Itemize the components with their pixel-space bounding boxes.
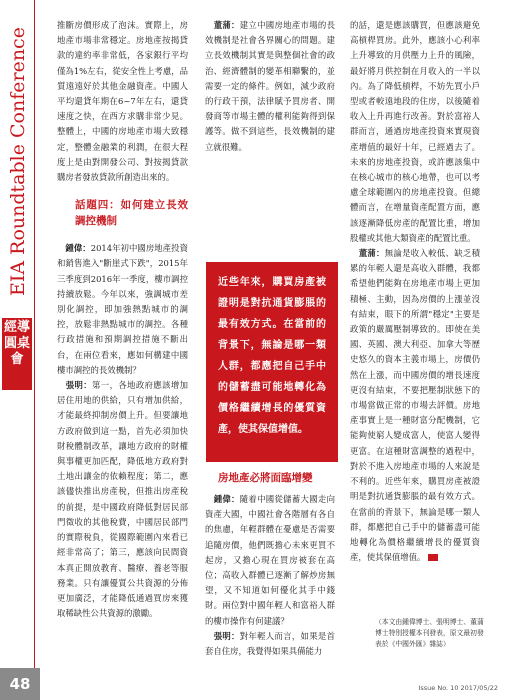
speaker-name: 鍾偉： [213, 494, 240, 504]
conference-title-text: EIA Roundtable Conference [7, 27, 29, 296]
divider-line [34, 0, 35, 700]
sidebar [0, 0, 34, 700]
paragraph [205, 18, 335, 155]
issue-info: Issue No. 10 2017/05/22 [418, 684, 498, 692]
paragraph-text: 建立中國房地產市場的長效機制是社會各界關心的問題。建立長效機制其實是與整個社會的政治、經濟體制的變革相聯繫的，並需要一定的條件。例如，減少政府的行政干預，法律賦予買房者、開發商等市場主體的權利能夠得到保護等。做不到這些，長效機制的建立就很難。 [205, 20, 335, 152]
paragraph [57, 378, 188, 621]
source-note: （本文由鍾偉博士、張明博士、董蒲博士特別授權本刊發表，原文最初發表於《中國外匯》雜誌） [375, 618, 484, 648]
section-heading-2: 房地產必將面臨增變 [218, 472, 313, 484]
paragraph: 的話，還是應該購買，但應該避免高槓桿買房。此外，應該小心利率上升導致的月供壓力上升的風險，最好將月供控制在月收入的一半以內。為了降低槓桿，不妨先買小戶型或者較遠地段的住房，以後隨着收入上升再進行改善。對於富裕人群而言，通過房地產投資來實現資產增值的最好十年，已經過去了。未來的房地產投資，或許應該集中在核心城市的核心地帶，也可以考慮全球範圍內的房地產投資。但總體而言，在增量資產配置方面，應該逐漸降低房產的配置比重，增加股權或其他大類資產的配置比重。 [350, 20, 480, 243]
pull-quote: 近些年來，購買房產被證明是對抗通貨膨脹的最有效方式。在當前的背景下，無論是哪一類人群，都應把自己手中的儲蓄盡可能地轉化為價格繼續增長的優質資產，使其保值增值。 [206, 262, 338, 462]
paragraph-text: 隨着中國從儲蓄大國走向資產大國，中國社會各階層有各自的焦慮，年輕群體在憂慮是否需要追隨房價，他們既擔心未來更買不起房，又擔心現在買房被套在高位；高收入群體已逐漸了解炒房無望，又不知道如何優化其手中錢財。兩位對中國年輕人和富裕人群的樓市操作有何建議？ [205, 494, 335, 626]
speaker-name: 董蒲： [358, 248, 385, 259]
paragraph [205, 492, 335, 629]
paragraph-text: 對年輕人而言，如果是首套自住房，我覺得如果具備能力 [205, 630, 335, 657]
column-2-lower [205, 492, 335, 659]
conference-title-vertical [2, 0, 32, 300]
column-1 [57, 18, 188, 621]
paragraph-text: 無論是收入較低、缺乏積累的年輕人還是高收入群體，我都希望他們能夠在房地產市場上更加積極、主動，因為房價的上漲並沒有結束，眼下的所謂"穩定"主要是政策的嚴厲壓制導致的。即使在美國、英國、澳大利亞、加拿大等歷史悠久的資本主義市場上，房價仍然在上漲，而中國房價的增長速度更沒有結束，不要把壓制狀態下的市場當做正常的市場去評價。房地產事實上是一種財富分配機制，它能夠使窮人變成富人，使富人變得更富。在這種財富調整的過程中，對於不進入房地產市場的人來說是不利的。近些年來，購買房產被證明是對抗通貨膨脹的最有效方式。在當前的背景下，無論是哪一類人群，都應把自己手中的儲蓄盡可能地轉化為價格繼續增長的優質資產，使其保值增值。 [350, 248, 480, 563]
section-label: 經導圓桌會 [2, 318, 32, 390]
column-3 [350, 18, 480, 565]
paragraph [350, 246, 480, 565]
end-mark-icon [428, 554, 438, 561]
speaker-name: 張明： [213, 630, 240, 641]
page-number: 48 [0, 668, 40, 700]
speaker-name: 鍾偉： [65, 243, 91, 254]
column-2 [205, 18, 335, 155]
paragraph: 推斷房價形成了泡沫。實際上，房地產市場非常穩定。房地產按揭貸款的違約率非常低，各家銀行平均僅為1%左右，從安全性上考慮，品質遠遠好於其他金融資產。中國人平均還貸年期在6~7年左右，還貸速度之快，在西方求購非常少見。整體上，中國的房地產市場大致穩定，整體金融業的利潤，在很大程度上是由對開發公司、對按揭貸款購房者發放貸款所創造出來的。 [57, 20, 188, 183]
paragraph-text: 第一，各地政府應該增加居住用地的供給，只有增加供給，才能最終抑制房價上升。但要讓地方政府做到這一點，首先必須加快財稅體制改革，讓地方政府的財權與事權更加匹配，降低地方政府對土地出讓金的依賴程度；第二，應該儘快推出房產稅，但推出房產稅的前提，是中國政府降低對居民部門徵收的其他稅費，中國居民部門的實際稅負，從國際範圍內來看已經非常高了；第三，應該向民間資本真正開放教育、醫療、養老等服務業。只有讓優質公共資源的分佈更加廣泛，才能降低通過買房來獲取稀缺性公共資源的激勵。 [57, 380, 189, 619]
paragraph [205, 629, 335, 659]
paragraph-text: 2014年初中國房地產投資和銷售進入"斷崖式下跌"，2015年三季度到2016年一季度，樓市調控持續放鬆。今年以來，強調城市差別化調控，即加強熱點城市的調控，放鬆非熱點城市的調控。各種行政措施和預期調控措施不斷出台，在兩位看來，應如何構建中國樓市調控的長效機制？ [57, 243, 188, 375]
paragraph [57, 241, 188, 378]
section-heading: 話題四：如何建立長效調控機制 [75, 199, 188, 228]
speaker-name: 董蒲： [213, 20, 240, 30]
speaker-name: 張明： [65, 380, 93, 391]
